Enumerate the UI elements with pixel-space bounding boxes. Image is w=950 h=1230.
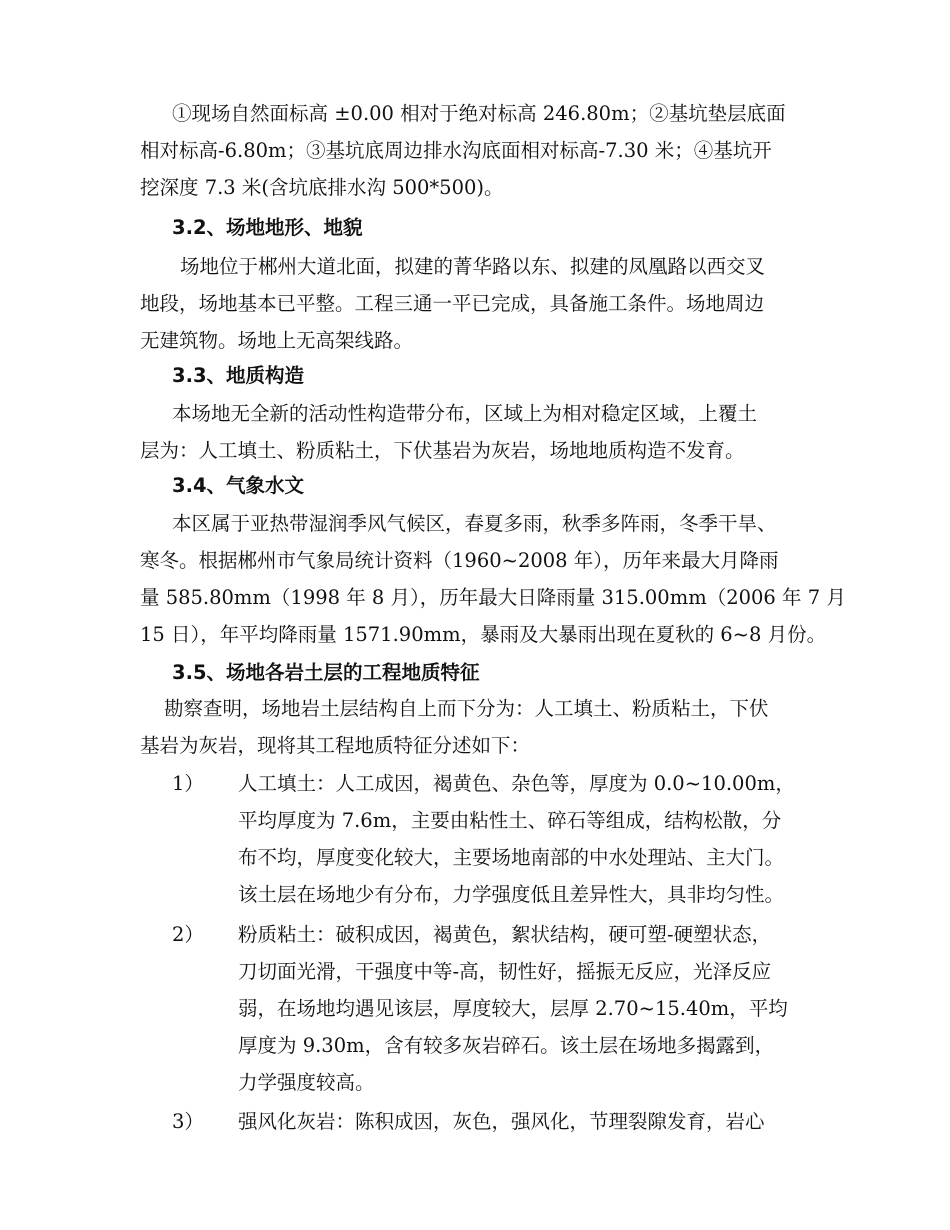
section-heading-3-5: 3.5、场地各岩土层的工程地质特征 [172, 661, 480, 684]
intro-line: 相对标高-6.80m；③基坑底周边排水沟底面相对标高-7.30 米；④基坑开 [140, 139, 772, 162]
list-item-line: 该土层在场地少有分布，力学强度低且差异性大，具非均匀性。 [238, 883, 785, 906]
list-item-line: 弱，在场地均遇见该层，厚度较大，层厚 2.70~15.40m，平均 [238, 997, 788, 1020]
list-item-line: 厚度为 9.30m，含有较多灰岩碎石。该土层在场地多揭露到， [238, 1034, 775, 1057]
section-heading-3-3: 3.3、地质构造 [172, 364, 305, 387]
list-item-line: 布不均，厚度变化较大，主要场地南部的中水处理站、主大门。 [238, 846, 785, 869]
paragraph-line: 层为：人工填土、粉质粘土，下伏基岩为灰岩，场地地质构造不发育。 [140, 439, 745, 462]
paragraph-line: 基岩为灰岩，现将其工程地质特征分述如下： [140, 734, 531, 757]
list-item-number: 2） [172, 923, 204, 946]
section-heading-3-2: 3.2、场地地形、地貌 [172, 216, 363, 239]
list-item-line: 粉质粘土：破积成因，褐黄色，絮状结构，硬可塑-硬塑状态， [238, 923, 772, 946]
paragraph-line: 寒冬。根据郴州市气象局统计资料（1960~2008 年），历年来最大月降雨 [140, 549, 779, 572]
paragraph-line: 场地位于郴州大道北面，拟建的菁华路以东、拟建的凤凰路以西交叉 [180, 255, 766, 278]
list-item-number: 1） [172, 772, 204, 795]
paragraph-line: 本场地无全新的活动性构造带分布，区域上为相对稳定区域，上覆土 [172, 402, 758, 425]
section-heading-3-4: 3.4、气象水文 [172, 474, 305, 497]
intro-line: 挖深度 7.3 米(含坑底排水沟 500*500)。 [140, 176, 504, 199]
list-item-line: 强风化灰岩：陈积成因，灰色，强风化，节理裂隙发育，岩心 [238, 1110, 765, 1133]
paragraph-line: 15 日），年平均降雨量 1571.90mm，暴雨及大暴雨出现在夏秋的 6~8 月份。 [140, 623, 827, 646]
list-item-number: 3） [172, 1110, 204, 1133]
list-item-line: 刀切面光滑，干强度中等-高，韧性好，摇振无反应，光泽反应 [238, 960, 772, 983]
intro-line: ①现场自然面标高 ±0.00 相对于绝对标高 246.80m；②基坑垫层底面 [172, 102, 786, 125]
paragraph-line: 本区属于亚热带湿润季风气候区，春夏多雨，秋季多阵雨，冬季干旱、 [172, 512, 777, 535]
paragraph-line: 量 585.80mm（1998 年 8 月），历年最大日降雨量 315.00mm（2006 年 7 月 [140, 586, 846, 609]
list-item-line: 人工填土：人工成因，褐黄色、杂色等，厚度为 0.0~10.00m， [238, 772, 795, 795]
list-item-line: 平均厚度为 7.6m，主要由粘性土、碎石等组成，结构松散，分 [238, 809, 782, 832]
paragraph-line: 地段，场地基本已平整。工程三通一平已完成，具备施工条件。场地周边 [140, 292, 765, 315]
paragraph-line: 无建筑物。场地上无高架线路。 [140, 329, 414, 352]
list-item-line: 力学强度较高。 [238, 1071, 375, 1094]
paragraph-line: 勘察查明，场地岩土层结构自上而下分为：人工填土、粉质粘土，下伏 [164, 697, 769, 720]
